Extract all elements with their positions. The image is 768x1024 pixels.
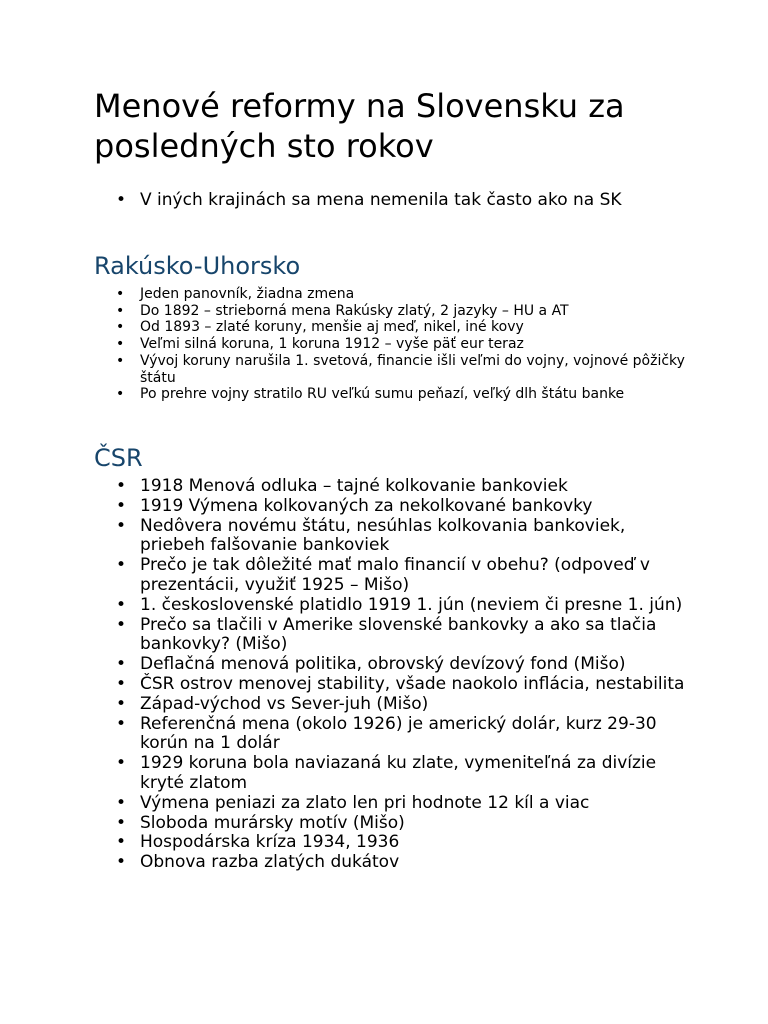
list-item [94, 477, 694, 497]
list-item [94, 814, 694, 834]
bullet-icon: • [116, 190, 127, 210]
list-item-text: Po prehre vojny stratilo RU veľkú sumu peňazí, veľký dlh štátu banke [140, 386, 625, 403]
list-item-text: V iných krajinách sa mena nemenila tak často ako na SK [140, 190, 622, 210]
list-item-text: Obnova razba zlatých dukátov [140, 852, 400, 873]
list-item [94, 833, 694, 853]
section-heading-rakusko-uhorsko: Rakúsko-Uhorsko [94, 252, 301, 280]
list-item [94, 794, 694, 814]
list-item [94, 497, 694, 517]
bullet-icon: • [116, 515, 127, 536]
bullet-icon: • [116, 753, 127, 774]
list-item-text: Referenčná mena (okolo 1926) je americký dolár, kurz 29-30 korún na 1 dolár [140, 713, 657, 754]
list-item-text: Výmena peniazi za zlato len pri hodnote 12 kíl a viac [140, 792, 590, 813]
list-item [94, 286, 694, 303]
section-list-csr [94, 477, 694, 873]
bullet-icon: • [116, 336, 125, 353]
list-item [94, 303, 694, 320]
list-item [94, 336, 694, 353]
list-item [94, 386, 694, 403]
list-item [94, 853, 694, 873]
bullet-icon: • [116, 654, 127, 675]
bullet-icon: • [116, 594, 127, 615]
list-item-text: Deflačná menová politika, obrovský devízový fond (Mišo) [140, 654, 626, 675]
list-item-text: 1. československé platidlo 1919 1. jún (neviem či presne 1. jún) [140, 594, 683, 615]
list-item-text: Prečo je tak dôležité mať malo financií v obehu? (odpoveď v prezentácii, využiť 1925 – Mišo) [140, 555, 650, 595]
list-item [94, 517, 694, 557]
bullet-icon: • [116, 832, 127, 853]
list-item-text: 1918 Menová odluka – tajné kolkovanie bankoviek [140, 476, 568, 496]
list-item [94, 353, 694, 386]
list-item [94, 596, 694, 616]
list-item-text: Veľmi silná koruna, 1 koruna 1912 – vyše päť eur teraz [140, 336, 524, 353]
list-item-text: Nedôvera novému štátu, nesúhlas kolkovania bankoviek, priebeh falšovanie bankoviek [140, 515, 626, 556]
list-item [94, 754, 694, 794]
list-item-text: Od 1893 – zlaté koruny, menšie aj meď, nikel, iné kovy [140, 319, 524, 336]
list-item [94, 655, 694, 675]
bullet-icon: • [116, 792, 127, 813]
bullet-icon: • [116, 386, 125, 403]
bullet-icon: • [116, 352, 125, 369]
list-item-text: Do 1892 – strieborná mena Rakúsky zlatý, 2 jazyky – HU a AT [140, 302, 569, 319]
bullet-icon: • [116, 495, 127, 516]
list-item-text: 1929 koruna bola naviazaná ku zlate, vymeniteľná za divízie kryté zlatom [140, 753, 657, 793]
section-list-rakusko-uhorsko [94, 286, 694, 403]
bullet-icon: • [116, 673, 127, 694]
list-item-text: Hospodárska kríza 1934, 1936 [140, 832, 400, 853]
page-title: Menové reformy na Slovensku za posledných sto rokov [94, 87, 625, 165]
list-item [94, 190, 694, 211]
list-item [94, 675, 694, 695]
bullet-icon: • [116, 852, 127, 873]
list-item [94, 616, 694, 656]
bullet-icon: • [116, 319, 125, 336]
intro-list [94, 190, 694, 211]
list-item-text: 1919 Výmena kolkovaných za nekolkované bankovky [140, 495, 593, 516]
section-heading-csr: ČSR [94, 444, 143, 472]
bullet-icon: • [116, 476, 127, 496]
bullet-icon: • [116, 693, 127, 714]
list-item [94, 715, 694, 755]
list-item [94, 695, 694, 715]
list-item-text: Prečo sa tlačili v Amerike slovenské bankovky a ako sa tlačia bankovky? (Mišo) [140, 614, 657, 655]
list-item-text: Vývoj koruny narušila 1. svetová, financie išli veľmi do vojny, vojnové pôžičky štátu [140, 352, 685, 386]
bullet-icon: • [116, 286, 125, 302]
bullet-icon: • [116, 302, 125, 319]
bullet-icon: • [116, 555, 127, 576]
bullet-icon: • [116, 713, 127, 734]
list-item-text: Sloboda murársky motív (Mišo) [140, 812, 405, 833]
list-item-text: ČSR ostrov menovej stability, všade naokolo inflácia, nestabilita [140, 673, 685, 694]
bullet-icon: • [116, 812, 127, 833]
bullet-icon: • [116, 614, 127, 635]
list-item-text: Západ-východ vs Sever-juh (Mišo) [140, 693, 429, 714]
list-item [94, 556, 694, 596]
list-item [94, 319, 694, 336]
list-item-text: Jeden panovník, žiadna zmena [140, 286, 355, 302]
